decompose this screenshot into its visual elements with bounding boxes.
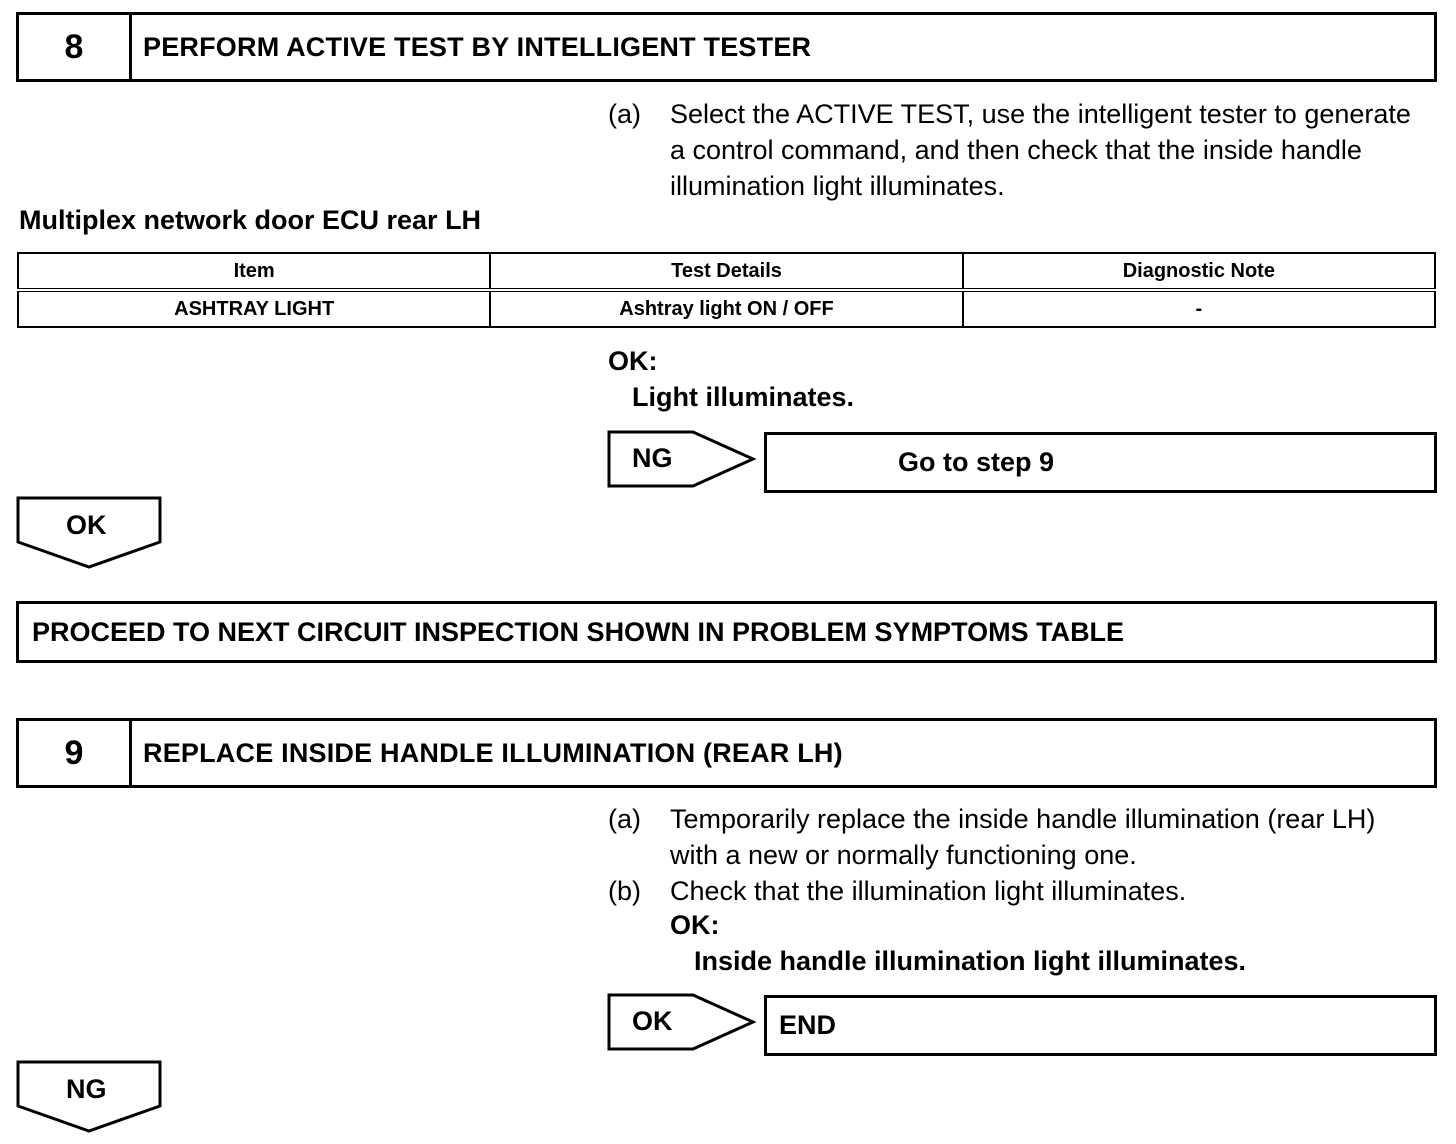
- step-9-instruction-a: [608, 801, 1438, 873]
- go-to-step-9-text: Go to step 9: [898, 447, 1055, 477]
- step-9-header: [16, 718, 1437, 788]
- end-box[interactable]: [764, 995, 1437, 1056]
- table-header-row: [18, 253, 1435, 290]
- table-cell-item: ASHTRAY LIGHT: [18, 290, 490, 327]
- instruction-b-text: Check that the illumination light illuminates.: [670, 876, 1187, 906]
- instruction-a-text: Select the ACTIVE TEST, use the intelligent tester to generate a control command, and then check that the inside handle illumination light illuminates.: [670, 99, 1411, 201]
- step-9-number: 9: [19, 721, 132, 785]
- table-header-item: Item: [18, 253, 490, 290]
- step-8-ok-label: OK:: [608, 346, 658, 376]
- proceed-text: PROCEED TO NEXT CIRCUIT INSPECTION SHOWN IN PROBLEM SYMPTOMS TABLE: [32, 616, 1125, 647]
- step-9-title: REPLACE INSIDE HANDLE ILLUMINATION (REAR LH): [143, 737, 843, 768]
- step-9-ok-text: Inside handle illumination light illuminates.: [694, 946, 1247, 976]
- step-9-ok-label: OK:: [670, 910, 720, 940]
- instruction-a-text: Temporarily replace the inside handle illumination (rear LH) with a new or normally functioning one.: [670, 804, 1376, 870]
- table-cell-diagnostic-note: -: [963, 290, 1435, 327]
- end-text: END: [779, 1010, 837, 1040]
- step-8-title: PERFORM ACTIVE TEST BY INTELLIGENT TESTER: [143, 31, 812, 62]
- table-caption: Multiplex network door ECU rear LH: [19, 205, 482, 235]
- table-header-test-details: Test Details: [490, 253, 962, 290]
- ng-down-arrow-label: NG: [66, 1074, 107, 1104]
- step-8-ok-text: Light illuminates.: [632, 382, 855, 412]
- instruction-b-label: (b): [608, 876, 641, 906]
- step-8-instruction-a: [608, 96, 1438, 206]
- instruction-a-label: (a): [608, 804, 641, 834]
- ok-down-arrow-label: OK: [66, 510, 107, 540]
- table-cell-test-details: Ashtray light ON / OFF: [490, 290, 962, 327]
- table-row: [18, 290, 1435, 327]
- ng-right-arrow-icon: [607, 430, 759, 490]
- ok-right-arrow-icon: [607, 993, 759, 1053]
- step-9-instruction-b: [608, 873, 1438, 909]
- step-8-header: [16, 12, 1437, 82]
- ng-arrow-label: NG: [632, 443, 673, 473]
- go-to-step-9-box[interactable]: [764, 432, 1437, 493]
- active-test-table: [17, 252, 1436, 328]
- proceed-next-circuit-box[interactable]: [16, 601, 1437, 663]
- step-8-number: 8: [19, 15, 132, 79]
- instruction-a-label: (a): [608, 99, 641, 129]
- ok-arrow-label: OK: [632, 1006, 673, 1036]
- table-header-diagnostic-note: Diagnostic Note: [963, 253, 1435, 290]
